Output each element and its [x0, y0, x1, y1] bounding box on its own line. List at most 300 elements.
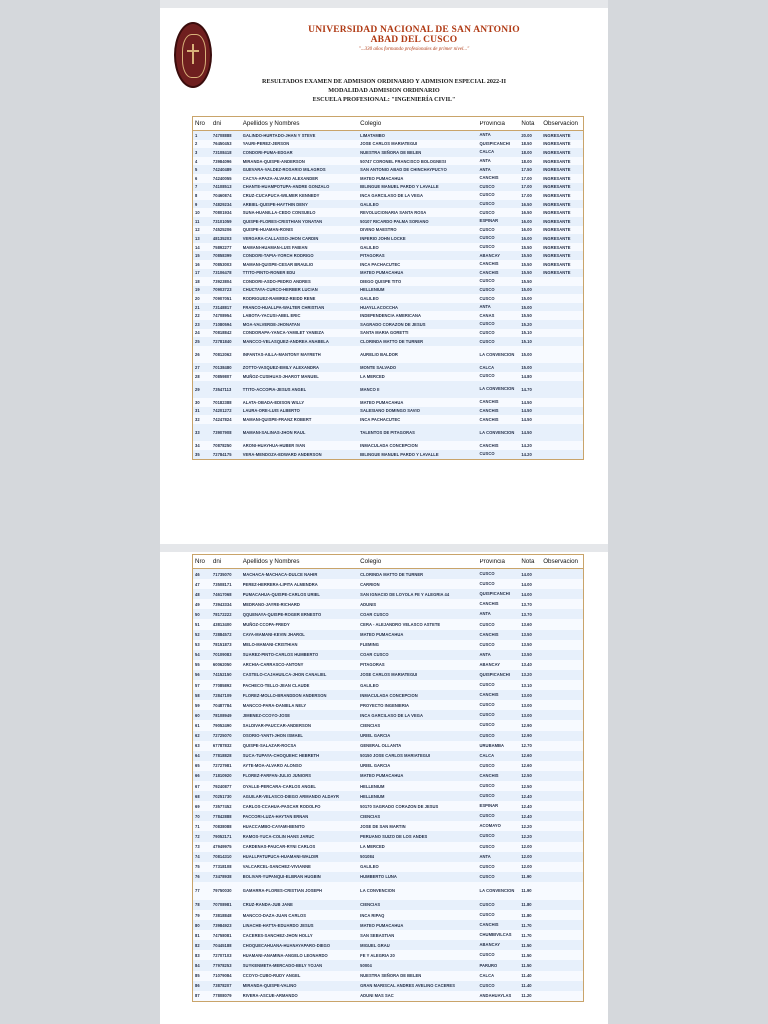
table-row	[193, 398, 583, 407]
cell-school: CLORINDA MATTO DE TURNER	[360, 571, 424, 577]
cell-observacion: INGRESANTE	[543, 235, 571, 241]
cell-nro: 71	[195, 823, 200, 829]
cell-name: MANCCO-DAZA-JUAN CARLOS	[242, 912, 307, 918]
cell-name: MAMANI-QUISPE-CESAR BRAULIO	[242, 261, 314, 267]
cell-name: LAURA-ORE-LUIS ALBERTO	[242, 408, 300, 414]
cell-provincia: CUSCO	[479, 833, 495, 839]
cell-name: FLOREZ-FARFAN-JULIO JUNIORS	[242, 773, 311, 779]
cell-name: ZOTTO-VASQUEZ-EMILY ALEXANDRA	[242, 365, 319, 371]
cell-dni: 73818848	[212, 912, 232, 918]
cell-name: AYTE-MOA-ALVARO ALONSO	[242, 763, 302, 769]
cell-name: MEDRANO-JAYRE-RICHARD	[242, 601, 300, 607]
cell-dni: 47949975	[212, 844, 232, 850]
cell-name: LABOTA-YACUSI-ABEL ERIC	[242, 313, 301, 319]
cell-school: JOSE CARLOS MARIATEGUI	[360, 141, 418, 147]
cell-provincia: CUSCO	[479, 209, 495, 215]
cell-observacion: INGRESANTE	[543, 132, 571, 138]
cell-provincia: LA CONVENCION	[479, 887, 515, 893]
table-row	[193, 771, 583, 781]
cell-provincia: CUSCO	[479, 702, 495, 708]
cell-nro: 19	[195, 287, 200, 293]
cell-dni: 74240055	[212, 175, 232, 181]
cell-nro: 24	[195, 330, 200, 336]
cell-name: QQUENAYA-QUISPE-ROGER ERNESTO	[242, 611, 322, 617]
cell-provincia: LA CONVENCION	[479, 429, 515, 435]
cell-provincia: CUSCO	[479, 278, 495, 284]
cell-provincia: CUSCO	[479, 712, 495, 718]
cell-provincia: CUSCO	[479, 912, 495, 918]
table-row	[193, 174, 583, 183]
cell-name: SALDIVAR-PAUCCAR-ANDERSON	[242, 722, 311, 728]
cell-nota: 15.00	[521, 287, 532, 293]
cell-name: MUÑOZ-CCOPA-FREDY	[242, 622, 290, 628]
table-row	[193, 710, 583, 720]
cell-nota: 14.20	[521, 451, 532, 457]
cell-provincia: ANTA	[479, 132, 491, 138]
cell-name: RIVERA-ASCUE-ARMANDO	[242, 993, 298, 999]
cell-nota: 13.70	[521, 601, 532, 607]
cell-provincia: QUISPICANCHI	[479, 671, 510, 677]
cell-provincia: ANDAHUAYLAS	[479, 992, 512, 998]
document-header	[160, 8, 608, 116]
cell-nota: 12.40	[521, 813, 532, 819]
cell-school: CIENCIAS	[360, 902, 381, 908]
cell-nro: 21	[195, 304, 200, 310]
cell-nota: 14.70	[521, 386, 532, 392]
table-row	[193, 286, 583, 295]
cell-nro: 53	[195, 642, 200, 648]
cell-school: INDEPENDENCIA AMERICANA	[360, 313, 422, 319]
cell-name: HUAMANI-ANAMINA-ANGELO LEONARDO	[242, 952, 328, 958]
cell-name: CONDORI-TAPIA-YORCH RODRIGO	[242, 253, 314, 259]
cell-nro: 25	[195, 339, 200, 345]
cell-name: CASTELO-CAJAHUILCA-JHON CANALIEL	[242, 672, 327, 678]
cell-nota: 11.80	[521, 912, 532, 918]
table-row	[193, 441, 583, 450]
cell-dni: 79750030	[212, 888, 232, 894]
cell-school: URIEL GARCIA	[360, 733, 391, 739]
cell-nro: 85	[195, 973, 200, 979]
cell-provincia: CUSCO	[479, 762, 495, 768]
cell-provincia: CUSCO	[479, 873, 495, 879]
cell-provincia: CUSCO	[479, 732, 495, 738]
cell-name: PEREZ-HERRERA-LIPITA ALMENDRA	[242, 581, 318, 587]
cell-school: NUESTRA SEÑORA DE BELEN	[360, 149, 422, 155]
cell-observacion: INGRESANTE	[543, 253, 571, 259]
cell-nro: 34	[195, 443, 200, 449]
cell-nota: 13.10	[521, 682, 532, 688]
cell-dni: 77808079	[212, 993, 232, 999]
cell-observacion: INGRESANTE	[543, 149, 571, 155]
cell-nro: 69	[195, 803, 200, 809]
table-row	[193, 761, 583, 771]
table-row	[193, 731, 583, 741]
cell-nota: 11.40	[521, 973, 532, 979]
cell-nro: 31	[195, 408, 200, 414]
cell-provincia: CANCHIS	[479, 692, 499, 698]
cell-school: 50747 CORONEL FRANCISCO BOLOGNESI	[360, 158, 446, 164]
header-observacion: Observacion	[543, 120, 578, 127]
cell-nro: 1	[195, 132, 198, 138]
cell-dni: 73148817	[212, 304, 232, 310]
cell-nro: 86	[195, 983, 200, 989]
cell-school: INFERIO JOHN LOCKE	[360, 235, 406, 241]
cell-nro: 23	[195, 321, 200, 327]
table-row	[193, 200, 583, 209]
table-row	[193, 690, 583, 700]
cell-dni: 70907051	[212, 296, 232, 302]
university-name-line1: UNIVERSIDAD NACIONAL DE SAN ANTONIO	[308, 25, 520, 35]
cell-observacion: INGRESANTE	[543, 175, 571, 181]
table-row	[193, 157, 583, 166]
cell-dni: 43813400	[212, 622, 232, 628]
cell-name: ARCHIA-CARRASCO-ANTONY	[242, 662, 304, 668]
cell-dni: 72847109	[212, 692, 232, 698]
document-page-1	[160, 8, 608, 544]
table-row	[193, 311, 583, 320]
cell-nro: 50	[195, 611, 200, 617]
cell-provincia: ANTA	[479, 611, 491, 617]
cell-nro: 8	[195, 192, 198, 198]
cell-school: 501084	[360, 854, 375, 860]
cell-nota: 12.00	[521, 864, 532, 870]
cell-nota: 15.50	[521, 244, 532, 250]
header-colegio: Colegio	[360, 558, 382, 565]
cell-nro: 68	[195, 793, 200, 799]
cell-nro: 26	[195, 352, 200, 358]
cell-nota: 12.90	[521, 733, 532, 739]
cell-school: CIENCIAS	[360, 813, 381, 819]
cell-provincia: CUSCO	[479, 952, 495, 958]
table-row	[193, 940, 583, 950]
cell-nota: 12.70	[521, 743, 532, 749]
cell-nota: 11.80	[521, 902, 532, 908]
table-row	[193, 589, 583, 599]
cell-observacion: INGRESANTE	[543, 218, 571, 224]
cell-dni: 70818842	[212, 330, 232, 336]
cell-school: GALILEO	[360, 296, 379, 302]
cell-nota: 16.00	[521, 235, 532, 241]
cell-school: SAN ANTONIO ABAD DE CHINCHAYPUCYO	[360, 167, 447, 173]
cell-name: VALCARCEL-SANCHEZ-VIVIANNE	[242, 864, 311, 870]
table-row	[193, 811, 583, 821]
cell-name: ARBIEL-QUISPE-HAYTHIN DENY	[242, 201, 308, 207]
cell-nro: 66	[195, 773, 200, 779]
cell-nota: 11.50	[521, 942, 532, 948]
cell-nota: 14.00	[521, 591, 532, 597]
cell-nro: 49	[195, 601, 200, 607]
cell-provincia: CUSCO	[479, 581, 495, 587]
cell-school: HUAYLLACOCCHA	[360, 304, 398, 310]
cell-school: CLORINDA MATTO DE TURNER	[360, 339, 424, 345]
cell-school: GALILEO	[360, 244, 379, 250]
cell-dni: 72781840	[212, 339, 232, 345]
cell-provincia: CUSCO	[479, 295, 495, 301]
cell-school: JOSE CARLOS MARIATEGUI	[360, 672, 418, 678]
cell-name: PUMACAHUA-QUISPE-CARLOS URIEL	[242, 591, 320, 597]
table-row	[193, 140, 583, 149]
cell-provincia: CANCHIS	[479, 269, 499, 275]
cell-nota: 13.20	[521, 672, 532, 678]
university-name-line2: ABAD DEL CUSCO	[370, 35, 458, 45]
cell-school: PITAGORAS	[360, 253, 385, 259]
cell-observacion: INGRESANTE	[543, 141, 571, 147]
cell-observacion: INGRESANTE	[543, 201, 571, 207]
cell-nro: 72	[195, 833, 200, 839]
table-row	[193, 700, 583, 710]
cell-provincia: CANCHIS	[479, 416, 499, 422]
cell-school: 50004	[360, 963, 372, 969]
cell-dni: 73984096	[212, 158, 232, 164]
cell-nota: 18.00	[521, 158, 532, 164]
cell-nota: 15.50	[521, 313, 532, 319]
table-row	[193, 910, 583, 920]
table-row	[193, 569, 583, 579]
cell-nota: 12.50	[521, 783, 532, 789]
table-row	[193, 650, 583, 660]
cell-dni: 74525206	[212, 227, 232, 233]
cell-nota: 12.00	[521, 854, 532, 860]
cell-school: MATEO PUMACAHUA	[360, 773, 404, 779]
cell-nro: 62	[195, 733, 200, 739]
cell-provincia: LA CONVENCION	[479, 351, 515, 357]
cell-name: CCOYO-CUBO-RUDY ANGEL	[242, 973, 301, 979]
cell-school: JOSE DE SAN MARTIN	[360, 823, 406, 829]
cell-provincia: CANCHIS	[479, 261, 499, 267]
cell-dni: 73577452	[212, 803, 232, 809]
table-row	[193, 801, 583, 811]
cell-observacion: INGRESANTE	[543, 270, 571, 276]
cell-nro: 59	[195, 702, 200, 708]
cell-dni: 70859807	[212, 373, 232, 379]
cell-name: MANCCO-VELASQUEZ-ANDREA ANABELA	[242, 339, 329, 345]
cell-provincia: CUSCO	[479, 621, 495, 627]
cell-name: QUISPE-HUAMAN-RONIS	[242, 227, 294, 233]
cell-name: YAURI-PEREZ-JERSON	[242, 141, 290, 147]
cell-nota: 14.50	[521, 408, 532, 414]
header-nota: Nota	[521, 558, 535, 565]
header-provincia: Provincia	[479, 120, 505, 127]
cell-nota: 13.70	[521, 611, 532, 617]
cell-dni: 70708981	[212, 902, 232, 908]
cell-nota: 12.20	[521, 833, 532, 839]
cell-provincia: ESPINAR	[479, 803, 499, 809]
cell-provincia: CANCHIS	[479, 442, 499, 448]
table-row	[193, 407, 583, 416]
cell-name: BOLIVAR-YUPANQUI-ELBRAN HUGBIN	[242, 874, 321, 880]
cell-provincia: CUSCO	[479, 373, 495, 379]
table-row	[193, 450, 583, 459]
cell-name: PACCORI-LUZA-HAYTAN ERNAN	[242, 813, 309, 819]
header-provincia: Provincia	[479, 558, 505, 565]
cell-observacion: INGRESANTE	[543, 261, 571, 267]
cell-school: DIVINO MAESTRO	[360, 227, 397, 233]
table-row	[193, 424, 583, 442]
table-row	[193, 720, 583, 730]
cell-nro: 12	[195, 227, 200, 233]
cell-school: COAR CUSCO	[360, 611, 389, 617]
cell-nro: 2	[195, 141, 198, 147]
cell-name: CONDORAPA-YANCA-YAMILET YANEIZA	[242, 330, 325, 336]
cell-nota: 17.00	[521, 184, 532, 190]
cell-name: VERGARA-CALLASSO-JHON CARDIN	[242, 235, 319, 241]
cell-school: 50107 RICARDO PALMA SORIANO	[360, 218, 429, 224]
cell-nro: 63	[195, 743, 200, 749]
cell-name: CACERES-SANCHEZ-JHON HOLLY	[242, 932, 313, 938]
cell-dni: 70903723	[212, 287, 232, 293]
cell-nro: 84	[195, 963, 200, 969]
cell-nota: 14.00	[521, 571, 532, 577]
cell-school: CARRION	[360, 581, 380, 587]
cell-dni: 71079084	[212, 973, 232, 979]
cell-nro: 33	[195, 430, 200, 436]
cell-dni: 74240489	[212, 167, 232, 173]
cell-name: FLOREZ-MOLLO-BRANDDON ANDERSON	[242, 692, 327, 698]
cell-name: OSORIO-YANTI-JHON ISMAEL	[242, 733, 303, 739]
cell-provincia: CUSCO	[479, 843, 495, 849]
table-row	[193, 670, 583, 680]
cell-school: LIMATAMBO	[360, 132, 386, 138]
cell-nota: 13.00	[521, 702, 532, 708]
table-row	[193, 191, 583, 200]
cell-dni: 73108418	[212, 149, 232, 155]
table-row	[193, 842, 583, 852]
cell-dni: 78108949	[212, 712, 232, 718]
table-row	[193, 821, 583, 831]
cell-name: SUYKENMETA-MERCADO-BELY YOJAN	[242, 963, 323, 969]
cell-school: CERA - ALEJANDRO VELASCO ASTETE	[360, 622, 441, 628]
table-row	[193, 165, 583, 174]
table-row	[193, 960, 583, 970]
cell-nro: 47	[195, 581, 200, 587]
cell-school: CIENCIAS	[360, 722, 381, 728]
cell-name: TTITO-ACCOPIA-JESUS ANGEL	[242, 386, 307, 392]
table-row	[193, 234, 583, 243]
table-row	[193, 243, 583, 252]
cell-dni: 77085892	[212, 682, 232, 688]
cell-nota: 17.00	[521, 192, 532, 198]
cell-nota: 15.00	[521, 365, 532, 371]
cell-nota: 17.50	[521, 167, 532, 173]
cell-provincia: QUISPICANCHI	[479, 140, 510, 146]
cell-nro: 17	[195, 270, 200, 276]
cell-provincia: LA CONVENCION	[479, 386, 515, 392]
table-row	[193, 346, 583, 364]
cell-nro: 78	[195, 902, 200, 908]
cell-dni: 70853003	[212, 261, 232, 267]
cell-dni: 70812062	[212, 352, 232, 358]
cell-nota: 11.90	[521, 888, 532, 894]
cell-nro: 54	[195, 652, 200, 658]
cell-dni: 74829234	[212, 201, 232, 207]
cell-school: GENERAL OLLANTA	[360, 743, 402, 749]
cell-school: AURELIO BALDOR	[360, 352, 398, 358]
cell-provincia: CUSCO	[479, 641, 495, 647]
cell-provincia: CUSCO	[479, 813, 495, 819]
cell-nota: 15.00	[521, 304, 532, 310]
cell-nro: 56	[195, 672, 200, 678]
cell-provincia: CUSCO	[479, 192, 495, 198]
cell-nota: 14.50	[521, 430, 532, 436]
cell-provincia: CANCHIS	[479, 922, 499, 928]
viewer-gutter-right	[608, 0, 768, 1024]
cell-nro: 5	[195, 167, 198, 173]
cell-dni: 73878207	[212, 983, 232, 989]
cell-dni: 70445188	[212, 942, 232, 948]
cell-name: MAMANI-HUAMAN-LUIS FABIAN	[242, 244, 308, 250]
cell-name: FRANCO-HUALLPA-WALTER CHRISTIAN	[242, 304, 325, 310]
table-row	[193, 741, 583, 751]
university-motto: "...330 años formando profesionales de primer nivel..."	[358, 47, 470, 52]
cell-provincia: CANCHIS	[479, 631, 499, 637]
cell-nro: 20	[195, 296, 200, 302]
cell-name: SUCA-TUPAYA-CHOQUEHC HEBRETH	[242, 753, 320, 759]
table-row	[193, 208, 583, 217]
cell-school: HELLENIUM	[360, 783, 385, 789]
cell-nro: 75	[195, 864, 200, 870]
cell-nro: 52	[195, 632, 200, 638]
cell-dni: 48135203	[212, 235, 232, 241]
table-row	[193, 930, 583, 940]
cell-name: HUACCAMBO-CAYAMI-BENITO	[242, 823, 305, 829]
cell-nro: 60	[195, 712, 200, 718]
cell-nota: 15.10	[521, 330, 532, 336]
table-row	[193, 260, 583, 269]
cell-dni: 73478938	[212, 874, 232, 880]
cell-school: 50150 JOSE CARLOS MARIATEGUI	[360, 753, 431, 759]
cell-nota: 13.50	[521, 632, 532, 638]
table-row	[193, 900, 583, 910]
cell-provincia: CANCHIS	[479, 407, 499, 413]
table-header	[193, 117, 583, 131]
cell-dni: 70878250	[212, 443, 232, 449]
cell-dni: 72727981	[212, 763, 232, 769]
table-row	[193, 831, 583, 841]
results-table-page-1	[192, 116, 584, 460]
table-body-page-2	[193, 569, 583, 1001]
cell-provincia: CUSCO	[479, 982, 495, 988]
cell-name: CRUZ-CUCAPUCA-WILMER KENNEDY	[242, 192, 320, 198]
cell-dni: 70801934	[212, 210, 232, 216]
cell-dni: 74201272	[212, 408, 232, 414]
cell-provincia: ABANCAY	[479, 942, 500, 948]
cell-name: QUISPE-SALAZAR-ROCSA	[242, 743, 297, 749]
cell-nota: 15.50	[521, 261, 532, 267]
cell-nro: 76	[195, 874, 200, 880]
cell-nro: 15	[195, 253, 200, 259]
cell-provincia: CUSCO	[479, 286, 495, 292]
cell-name: LINACHE-HATTA-EDUARDO JESUS	[242, 922, 314, 928]
cell-school: GALILEO	[360, 864, 379, 870]
cell-dni: 78172222	[212, 611, 232, 617]
cell-name: QUISPE-FLORES-CRISTHIAN YONATAN	[242, 218, 323, 224]
cell-name: CONDORI-ASDO-PEDRO ANDRES	[242, 278, 311, 284]
cell-school: INMACULADA CONCEPCION	[360, 443, 418, 449]
cell-school: GALILEO	[360, 682, 379, 688]
header-colegio: Colegio	[360, 120, 382, 127]
cell-school: INCA GARCILASO DE LA VEGA	[360, 192, 423, 198]
cell-nro: 58	[195, 692, 200, 698]
cell-school: MIGUEL GRAU	[360, 942, 390, 948]
cell-name: CARLOS-CCAHUA-PASCAR RODOLFO	[242, 803, 321, 809]
table-row	[193, 920, 583, 930]
header-nro: Nro	[195, 558, 205, 565]
cell-provincia: ABANCAY	[479, 661, 500, 667]
cell-provincia: CUSCO	[479, 863, 495, 869]
cell-nota: 16.00	[521, 218, 532, 224]
cell-nota: 13.60	[521, 622, 532, 628]
table-row	[193, 269, 583, 278]
